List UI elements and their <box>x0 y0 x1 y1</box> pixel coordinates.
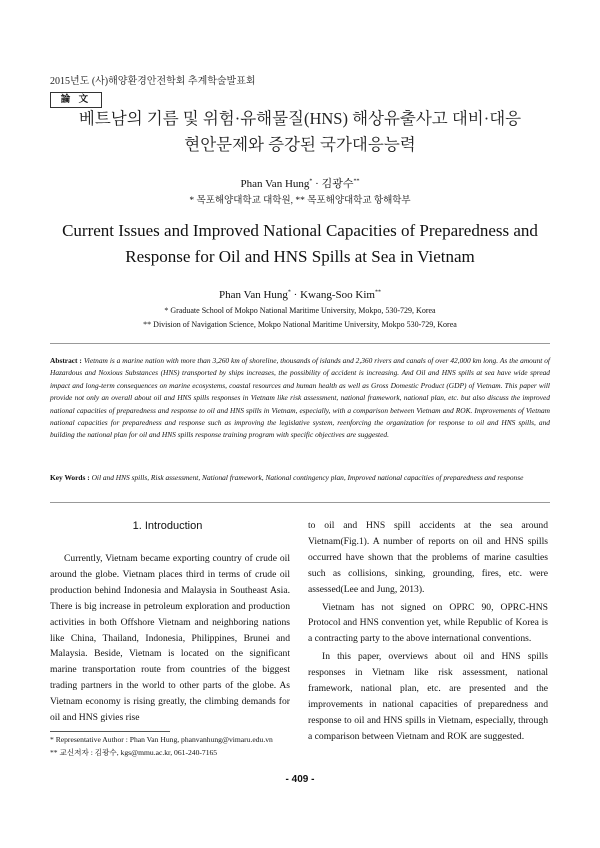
keywords-text: Oil and HNS spills, Risk assessment, National framework, National contingency plan, Improved national capacities of preparedness and response <box>91 473 524 482</box>
abstract-label: Abstract : <box>50 356 82 365</box>
english-author1: Phan Van Hung <box>219 289 288 301</box>
korean-author2: 김광수 <box>321 178 354 190</box>
keywords <box>50 472 550 484</box>
english-affiliation-2: ** Division of Navigation Science, Mokpo National Maritime University, Mokpo 530-729, Korea <box>143 320 457 329</box>
article-type-tag: 論 文 <box>50 92 102 108</box>
english-author1-mark: * <box>287 289 291 296</box>
intro-right-paragraph-1: to oil and HNS spill accidents at the sea around Vietnam(Fig.1). A number of reports on oil and HNS spills occurred have shown that the problems of marine casulties such as collisions, sinking, grounding, fires, etc. were assessed(Lee and Jung, 2013). <box>308 520 548 595</box>
section-heading-introduction: 1. Introduction <box>132 520 203 532</box>
english-authors <box>0 289 600 301</box>
english-title <box>40 218 560 270</box>
korean-title-line1: 베트남의 기름 및 위험·유해물질(HNS) 해상유출사고 대비·대응 <box>78 109 522 128</box>
english-title-line2: Response for Oil and HNS Spills at Sea in Vietnam <box>125 247 475 266</box>
abstract <box>50 355 550 442</box>
korean-affiliation: * 목포해양대학교 대학원, ** 목포해양대학교 항해학부 <box>189 196 411 206</box>
english-author2: Kwang-Soo Kim <box>300 289 375 301</box>
korean-author1: Phan Van Hung <box>240 178 310 190</box>
english-title-line1: Current Issues and Improved National Capacities of Preparedness and <box>62 221 538 240</box>
author-separator: · <box>312 178 322 190</box>
conference-header: 2015년도 (사)해양환경안전학회 추계학술발표회 <box>50 76 256 87</box>
abstract-bottom-rule <box>50 502 550 503</box>
left-column <box>50 551 290 726</box>
author-separator: · <box>290 289 301 301</box>
korean-author1-mark: * <box>309 178 313 185</box>
intro-left-paragraph: Currently, Vietnam became exporting country of crude oil around the globe. Vietnam places third in terms of crude oil production behind Indonesia and Malaysia in Southeast Asia. There is big increase in petroleum exploration and production activities in both Offshore Vietnam and neighboring nations like China, Thailand, Indonesia, Philippines, Brunei and Malaysia. Beside, Vietnam is located on the significant marine transportation route from countries of the biggest trading partners in the world to other parts of the globe. As Vietnam economy is rising greatly, the climbing demands for oil and HNS givies rise <box>50 553 290 724</box>
korean-author2-mark: ** <box>353 178 360 185</box>
intro-right-paragraph-2: Vietnam has not signed on OPRC 90, OPRC-HNS Protocol and HNS convention yet, while Republic of Korea is a contracting party to the above international conventions. <box>308 601 548 645</box>
korean-authors <box>0 175 600 191</box>
english-affiliation-1: * Graduate School of Mokpo National Maritime University, Mokpo, 530-729, Korea <box>164 306 436 315</box>
page-number: - 409 - <box>285 774 315 785</box>
abstract-top-rule <box>50 343 550 344</box>
footnote-corresponding-author: ** 교신저자 : 김광수, kgs@mmu.ac.kr, 061-240-7165 <box>50 748 218 757</box>
footnote-representative-author: * Representative Author : Phan Van Hung, phanvanhung@vimaru.edu.vn <box>50 735 273 744</box>
korean-title-line2: 현안문제와 증강된 국가대응능력 <box>184 135 416 154</box>
abstract-text: Vietnam is a marine nation with more than 3,260 km of shoreline, thousands of islands and 2,360 rivers and canals of over 42,000 km long. As the amount of Hazardous and Noxious Substances (HNS) transported by ships increases, the possibility of accident is increasing. And Oil and HNS spills at sea have wide spread impact and long-term consequences on marine ecosystems, coastal resources and human health as well as Gross Domestic Product (GDP) of Vietnam. This paper will provide not only an overall about oil and HNS spills responses in Vietnam like risk assessment, national framework, national plan, etc. but also discuss the improved national capacities of preparedness and response to oil and HNS spills in Vietnam, especially, with a comparison between Vietnam and ROK. Improvements of Vietnam national capacities for preparedness and response such as improving the legislative system, reenforcing the organization for response to oil and HNS spills, and building the national plan for oil and HNS spills response training program with specific objectives are suggested. <box>50 356 550 440</box>
intro-right-paragraph-3: In this paper, overviews about oil and HNS spills responses in Vietnam like risk assessment, national framework, national plan, etc. are presented and the improvements in national capacities of preparedness and response to oil and HNS spills in Vietnam, especially, through a comparison between Vietnam and ROK are suggested. <box>308 651 548 742</box>
right-column <box>308 518 548 745</box>
english-author2-mark: ** <box>374 289 381 296</box>
keywords-label: Key Words : <box>50 473 90 482</box>
footnote-rule <box>50 731 170 732</box>
